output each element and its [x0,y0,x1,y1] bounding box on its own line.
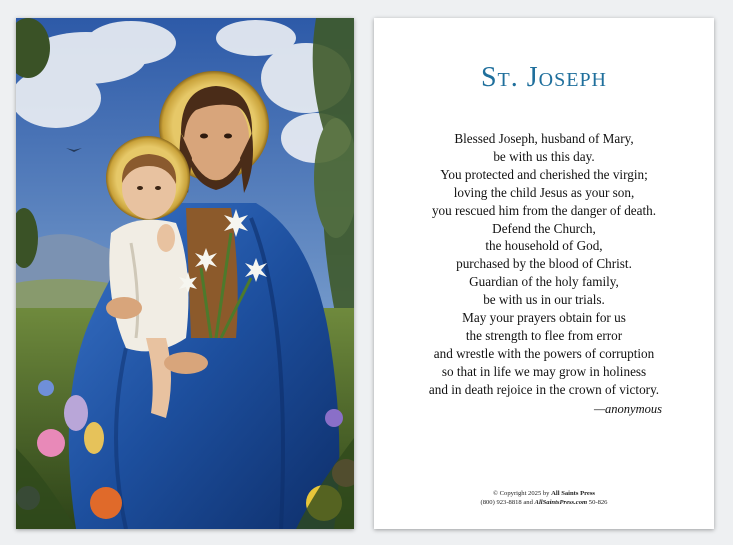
child-tunic [109,220,188,352]
prayer-line: so that in life we may grow in holiness [441,363,647,379]
prayer-line: May your prayers obtain for us [462,310,626,326]
prayer-line: Defend the Church, [492,220,596,236]
prayer-text [384,130,704,399]
prayer-line: loving the child Jesus as your son, [453,184,635,200]
prayer-line: and wrestle with the powers of corruption [433,345,655,361]
item-code: 50-826 [587,499,608,506]
copyright-line [374,489,714,498]
contact-line [374,498,714,507]
attribution: —anonymous [593,402,662,416]
prayer-line: Guardian of the holy family, [469,274,619,290]
prayer-line: be with us this day. [493,148,595,164]
prayer-line: the strength to flee from error [465,327,623,343]
prayer-card-back [374,18,714,529]
prayer-line: be with us in our trials. [483,292,605,308]
st-joseph-painting [16,18,354,529]
copyright-footer [374,489,714,507]
prayer-line: you rescued him from the danger of death. [431,202,657,218]
prayer-line: purchased by the blood of Christ. [456,256,632,272]
website-link[interactable]: AllSaintsPress.com [534,499,588,506]
copyright-prefix: © Copyright 2025 by [493,490,552,497]
prayer-line: Blessed Joseph, husband of Mary, [454,131,634,146]
prayer-line: You protected and cherished the virgin; [440,166,648,182]
card-title: St. Joseph [480,62,608,93]
prayer-card-front [16,18,354,529]
prayer-line: and in death rejoice in the crown of victory. [428,381,660,397]
publisher-name: All Saints Press [551,490,595,497]
prayer-line: the household of God, [485,238,603,254]
phone-text: (800) 923-8818 and [480,499,535,506]
